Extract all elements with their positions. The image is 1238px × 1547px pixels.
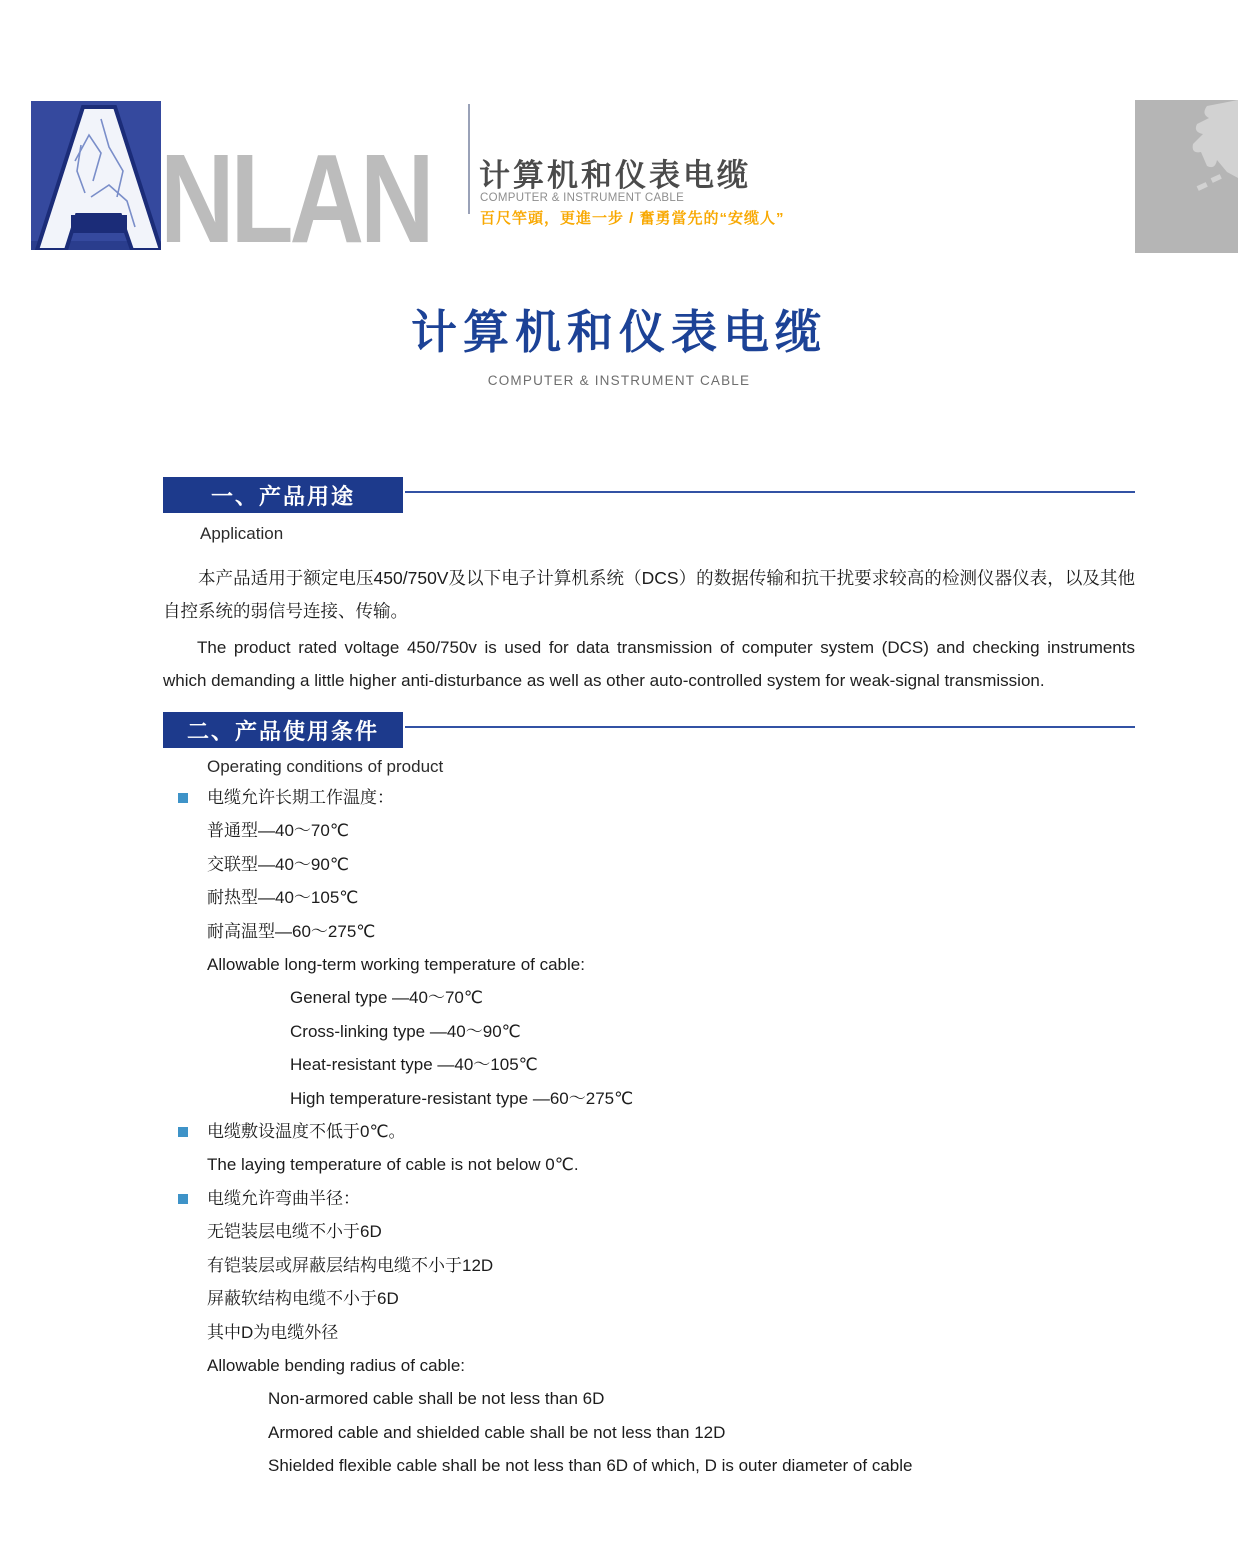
header-divider xyxy=(468,104,470,214)
list-item-text: Allowable long-term working temperature of cable: xyxy=(207,955,585,975)
list-item-text: 电缆敷设温度不低于0℃。 xyxy=(207,1122,406,1142)
list-item-text: 普通型—40～70℃ xyxy=(207,821,349,841)
list-item-armored-cn xyxy=(163,1249,1135,1282)
section-2-header xyxy=(163,712,1135,748)
list-item-text: 电缆允许弯曲半径： xyxy=(207,1188,360,1208)
content-area xyxy=(163,477,1135,1483)
list-item-text: 无铠装层电缆不小于6D xyxy=(207,1222,382,1242)
list-item-heat-resistant-type-cn xyxy=(163,881,1135,914)
anlan-logo-emblem xyxy=(31,101,161,250)
list-item-text: Shielded flexible cable shall be not less than 6D of which, D is outer diameter of cable xyxy=(268,1456,913,1476)
list-item-armored-en xyxy=(163,1416,1135,1449)
header-product-line-en: COMPUTER & INSTRUMENT CABLE xyxy=(480,192,685,204)
page-title-cn: 计算机和仪表电缆 xyxy=(411,306,827,358)
operating-conditions-list xyxy=(163,781,1135,1483)
list-item-laying-temperature-en xyxy=(163,1148,1135,1181)
list-item-text: General type —40～70℃ xyxy=(290,988,483,1008)
list-item-laying-temperature-cn xyxy=(163,1115,1135,1148)
section-1-rule xyxy=(405,491,1135,493)
list-item-text: 耐高温型—60～275℃ xyxy=(207,921,376,941)
list-item-text: Cross-linking type —40～90℃ xyxy=(290,1021,521,1041)
leaf-icon xyxy=(1135,100,1238,253)
section-1-heading-en: Application xyxy=(200,524,284,543)
header-product-line-cn: 计算机和仪表电缆 xyxy=(479,158,751,193)
list-item-text: 耐热型—40～105℃ xyxy=(207,888,359,908)
list-item-high-temp-type-en xyxy=(163,1082,1135,1115)
list-item-general-type-en xyxy=(163,981,1135,1014)
list-item-general-type-cn xyxy=(163,814,1135,847)
section-1-heading-cn: 一、产品用途 xyxy=(163,477,403,513)
list-item-cross-linking-type-cn xyxy=(163,848,1135,881)
list-item-cross-linking-type-en xyxy=(163,1015,1135,1048)
list-item-text: 有铠装层或屏蔽层结构电缆不小于12D xyxy=(207,1255,494,1275)
list-item-text: 其中D为电缆外径 xyxy=(207,1322,339,1342)
list-item-non-armored-en xyxy=(163,1382,1135,1415)
bullet-square-icon xyxy=(178,1127,188,1137)
application-paragraph-cn: 本产品适用于额定电压450/750V及以下电子计算机系统（DCS）的数据传输和抗干扰要求较高的检测仪器仪表，以及其他自控系统的弱信号连接、传输。 xyxy=(163,568,1135,621)
page-title-en: COMPUTER & INSTRUMENT CABLE xyxy=(487,373,751,388)
corner-decoration xyxy=(1135,100,1238,253)
list-item-text: 交联型—40～90℃ xyxy=(207,854,349,874)
section-1-header xyxy=(163,477,1135,513)
list-item-text: 电缆允许长期工作温度： xyxy=(207,788,394,807)
list-item-bending-radius-cn xyxy=(163,1182,1135,1215)
section-2-heading-en: Operating conditions of product xyxy=(207,757,444,776)
list-item-shielded-flexible-en xyxy=(163,1449,1135,1482)
list-item-text: The laying temperature of cable is not below 0℃. xyxy=(207,1155,579,1175)
page-title-block xyxy=(0,296,1238,388)
list-item-text: Armored cable and shielded cable shall be not less than 12D xyxy=(268,1422,726,1442)
list-item-text: Non-armored cable shall be not less than 6D xyxy=(268,1389,605,1409)
list-item-text: Heat-resistant type —40～105℃ xyxy=(290,1055,538,1075)
list-item-bending-radius-en xyxy=(163,1349,1135,1382)
list-item-shielded-flexible-cn xyxy=(163,1282,1135,1315)
bullet-square-icon xyxy=(178,1194,188,1204)
list-item-text: Allowable bending radius of cable: xyxy=(207,1355,466,1375)
list-item-text: High temperature-resistant type —60～275℃ xyxy=(290,1088,634,1108)
list-item-working-temperature-en xyxy=(163,948,1135,981)
list-item-working-temperature xyxy=(163,781,1135,814)
header-slogan: 百尺竿頭，更進一步 / 奮勇當先的“安缆人” xyxy=(480,210,785,227)
list-item-high-temp-type-cn xyxy=(163,915,1135,948)
logo-a-icon xyxy=(31,101,161,250)
anlan-wordmark: NLAN xyxy=(160,128,431,269)
section-2-rule xyxy=(405,726,1135,728)
application-paragraph-en: The product rated voltage 450/750v is used for data transmission of computer system (DCS) and checking instruments which demanding a little higher anti-disturbance as well as other auto-controlled system for weak-signal transmission. xyxy=(163,638,1135,690)
section-2-heading-cn: 二、产品使用条件 xyxy=(163,712,403,748)
list-item-non-armored-cn xyxy=(163,1215,1135,1248)
list-item-outer-diameter-cn xyxy=(163,1316,1135,1349)
list-item-heat-resistant-type-en xyxy=(163,1048,1135,1081)
bullet-square-icon xyxy=(178,793,188,803)
list-item-text: 屏蔽软结构电缆不小于6D xyxy=(207,1289,399,1309)
